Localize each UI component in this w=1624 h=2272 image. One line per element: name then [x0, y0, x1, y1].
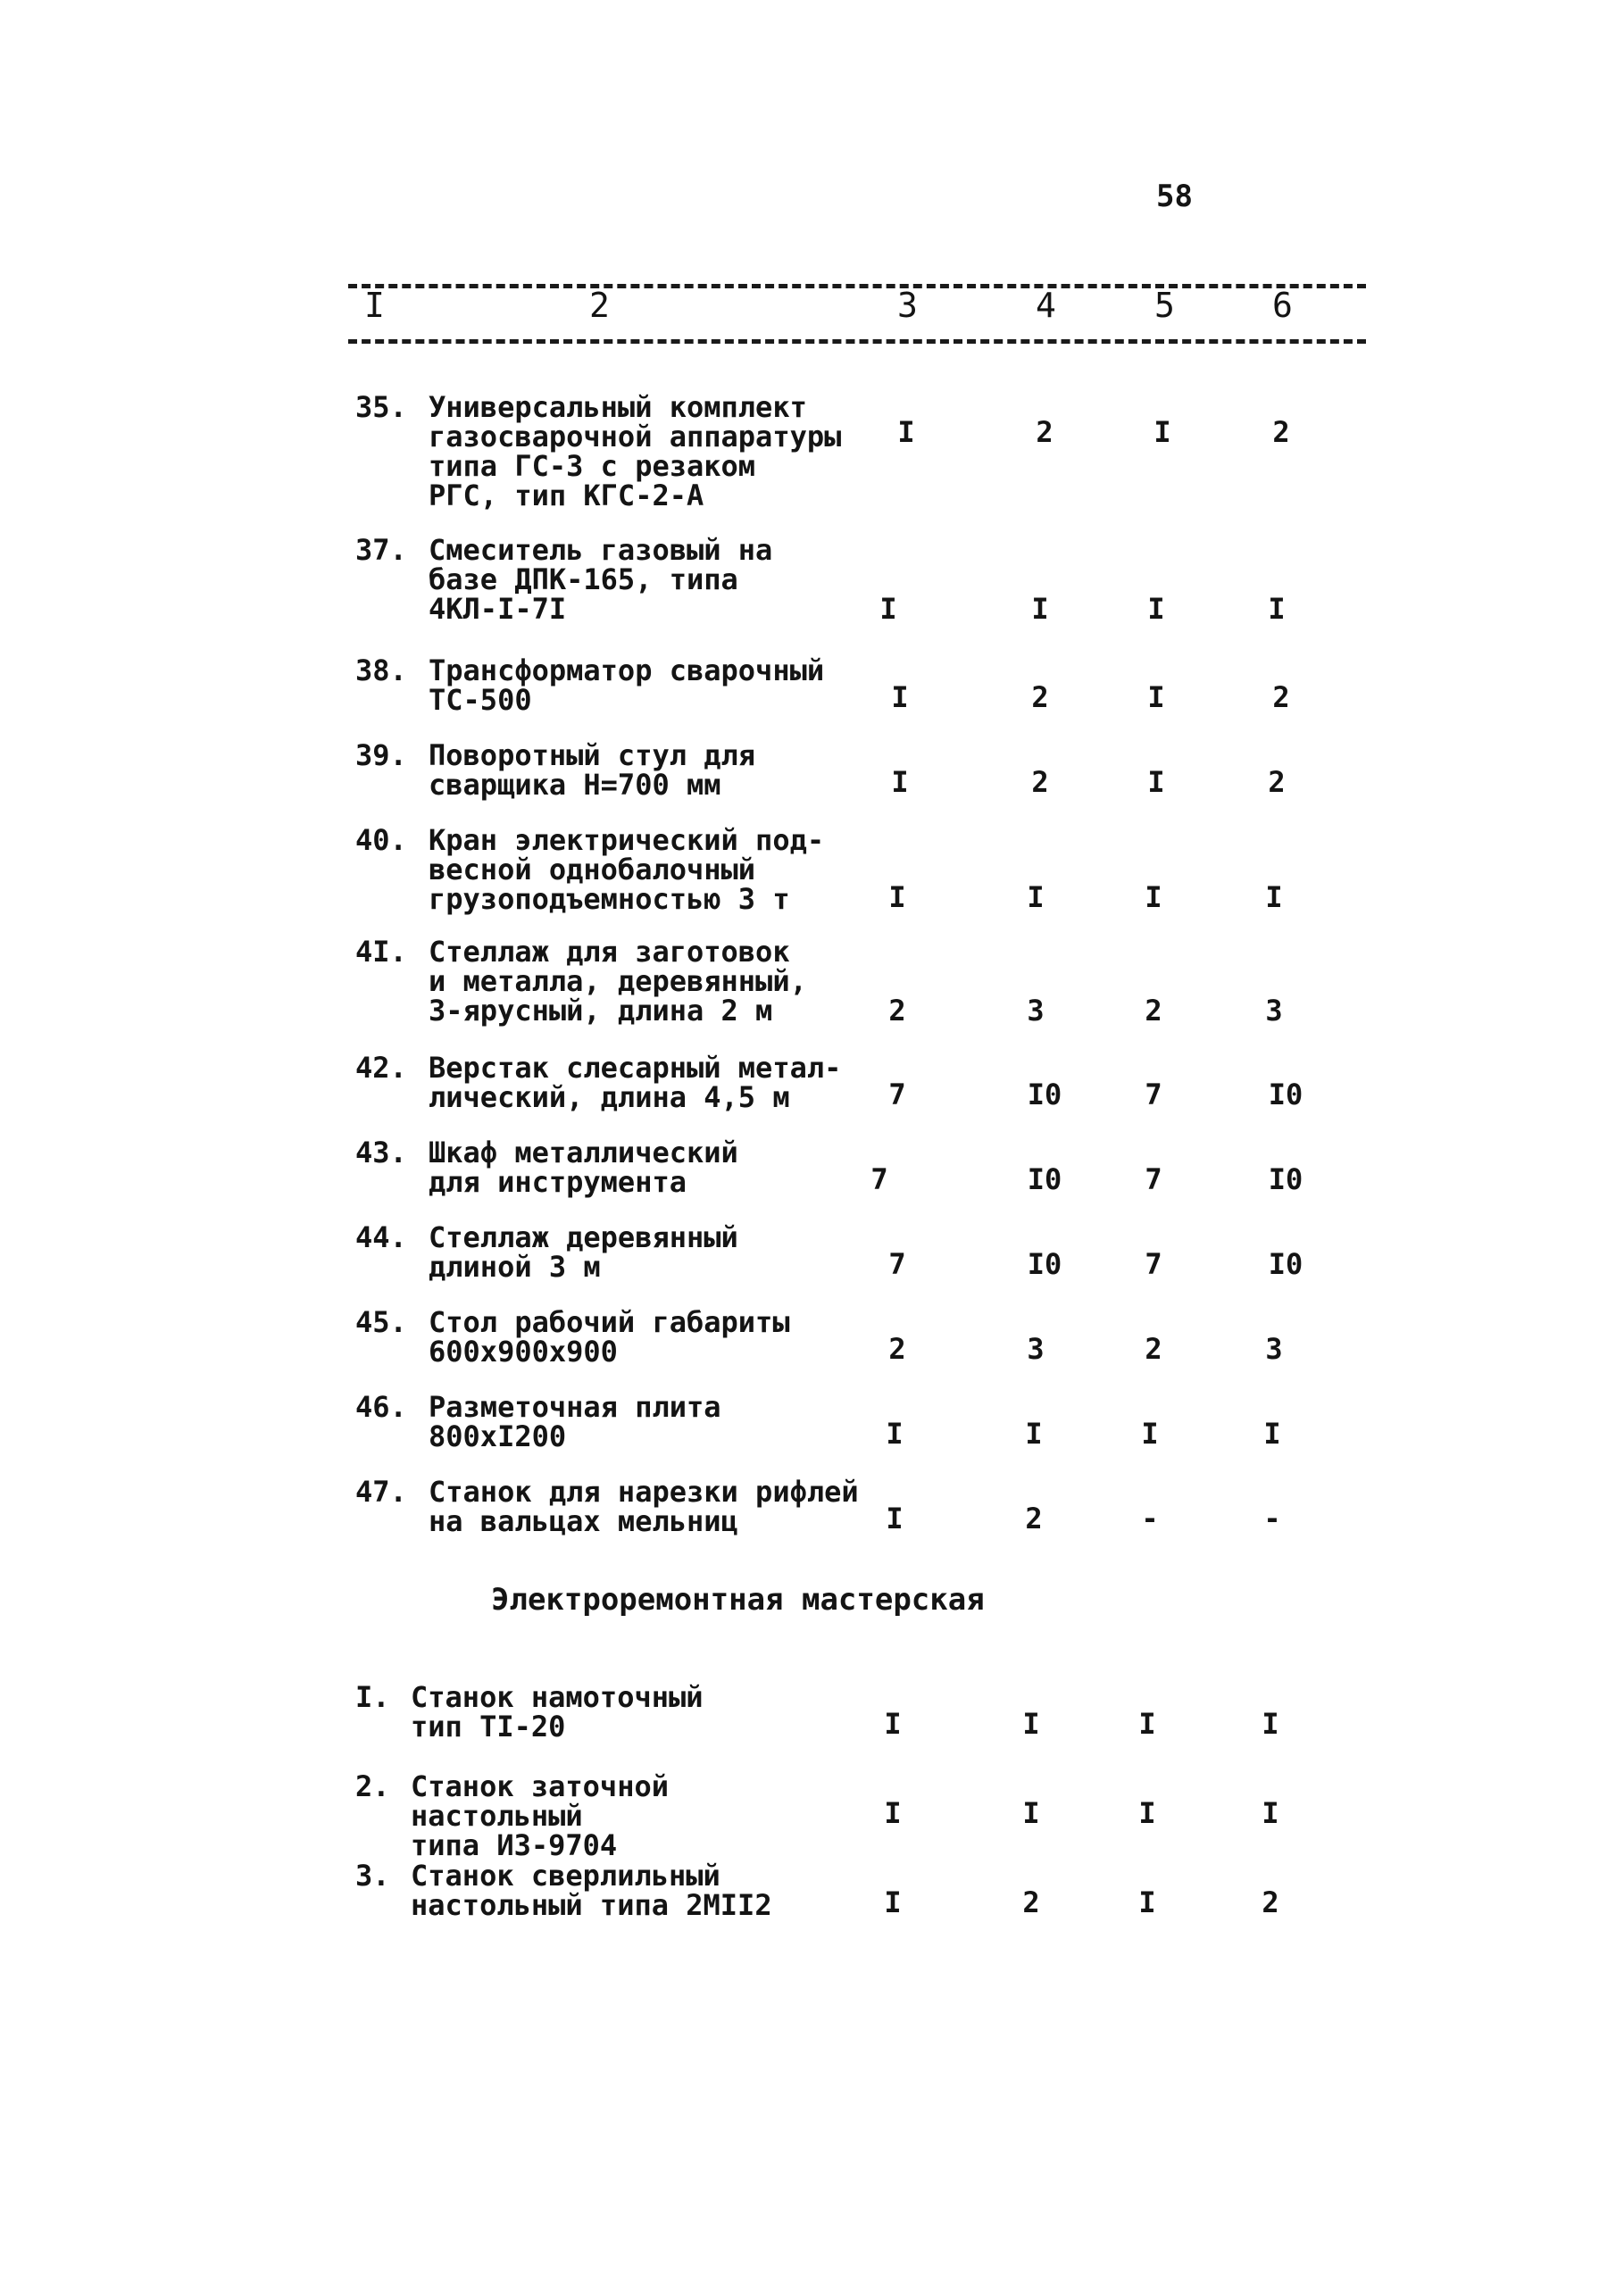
row-name: Поворотный стул для сварщика Н=700 мм	[429, 738, 756, 802]
row-col-3: I	[879, 592, 897, 626]
row-col-5: I	[1138, 1707, 1156, 1741]
row-col-4: 2	[1031, 680, 1049, 714]
row-col-4: 2	[1036, 415, 1054, 449]
row-col-6: I0	[1268, 1162, 1303, 1196]
page-number: 58	[1156, 179, 1193, 214]
table-header	[0, 286, 1624, 335]
row-col-4: I	[1022, 1707, 1040, 1741]
row-col-5: 7	[1145, 1162, 1162, 1196]
header-col-6: 6	[1272, 286, 1293, 325]
row-number: 39.	[355, 738, 407, 772]
header-col-2: 2	[589, 286, 610, 325]
row-col-5: I	[1153, 415, 1171, 449]
row-col-4: I	[1025, 1417, 1043, 1451]
row-col-3: I	[897, 415, 915, 449]
row-col-5: 7	[1145, 1247, 1162, 1281]
row-col-3: I	[886, 1502, 904, 1535]
row-col-6: I	[1262, 1707, 1279, 1741]
row-col-3: 2	[888, 1332, 906, 1366]
header-bottom-rule	[348, 339, 1366, 344]
row-col-5: I	[1147, 680, 1165, 714]
row-col-4: 3	[1027, 994, 1045, 1028]
row-col-4: 3	[1027, 1332, 1045, 1366]
row-col-4: I	[1027, 880, 1045, 914]
row-col-6: I0	[1268, 1078, 1303, 1111]
row-col-4: I0	[1027, 1078, 1062, 1111]
row-col-5: I	[1145, 880, 1162, 914]
row-name: Станок заточной настольный типа ИЗ-9704	[411, 1769, 669, 1862]
row-number: 35.	[355, 390, 407, 424]
row-col-5: 2	[1145, 994, 1162, 1028]
row-col-6: I	[1262, 1796, 1279, 1830]
row-number: I.	[355, 1680, 390, 1714]
header-col-4: 4	[1036, 286, 1056, 325]
row-col-4: 2	[1022, 1885, 1040, 1919]
row-col-5: 7	[1145, 1078, 1162, 1111]
row-col-3: 7	[888, 1247, 906, 1281]
row-name: Стол рабочий габариты 600х900х900	[429, 1305, 790, 1369]
row-col-6: I	[1268, 592, 1286, 626]
header-col-5: 5	[1154, 286, 1175, 325]
row-col-6: 3	[1265, 994, 1283, 1028]
row-col-4: I0	[1027, 1162, 1062, 1196]
row-col-3: 7	[888, 1078, 906, 1111]
row-col-6: I	[1263, 1417, 1281, 1451]
row-col-6: 2	[1272, 415, 1290, 449]
row-col-3: I	[884, 1885, 902, 1919]
row-name: Станок для нарезки рифлей на вальцах мельниц	[429, 1475, 859, 1538]
row-col-6: 2	[1272, 680, 1290, 714]
header-col-3: 3	[897, 286, 918, 325]
row-col-6: -	[1263, 1502, 1281, 1535]
row-number: 3.	[355, 1859, 390, 1893]
row-col-6: I	[1265, 880, 1283, 914]
row-col-5: 2	[1145, 1332, 1162, 1366]
row-col-6: I0	[1268, 1247, 1303, 1281]
row-col-5: I	[1138, 1796, 1156, 1830]
row-number: 43.	[355, 1136, 407, 1169]
row-number: 40.	[355, 823, 407, 857]
row-col-4: I	[1022, 1796, 1040, 1830]
row-name: Трансформатор сварочный ТС-500	[429, 653, 825, 717]
row-name: Станок намоточный тип ТI-20	[411, 1680, 704, 1744]
row-col-3: 7	[870, 1162, 888, 1196]
row-number: 44.	[355, 1220, 407, 1254]
row-col-4: 2	[1031, 765, 1049, 799]
row-col-6: 2	[1262, 1885, 1279, 1919]
row-col-3: I	[891, 680, 909, 714]
row-number: 42.	[355, 1051, 407, 1085]
row-name: Шкаф металлический для инструмента	[429, 1136, 738, 1199]
row-number: 38.	[355, 653, 407, 687]
row-col-5: I	[1138, 1885, 1156, 1919]
row-number: 4I.	[355, 935, 407, 969]
section-title: Электроремонтная мастерская	[491, 1582, 985, 1618]
row-name: Верстак слесарный метал- лический, длина 4,5 м	[429, 1051, 842, 1114]
row-col-3: I	[884, 1707, 902, 1741]
row-name: Стеллаж деревянный длиной 3 м	[429, 1220, 738, 1284]
row-col-3: I	[888, 880, 906, 914]
row-name: Смеситель газовый на базе ДПК-165, типа 4КЛ-I-7I	[429, 533, 773, 626]
row-col-6: 3	[1265, 1332, 1283, 1366]
row-col-5: I	[1147, 592, 1165, 626]
row-col-6: 2	[1268, 765, 1286, 799]
row-name: Станок сверлильный настольный типа 2МII2	[411, 1859, 772, 1922]
row-col-5: -	[1141, 1502, 1159, 1535]
row-name: Разметочная плита 800хI200	[429, 1390, 721, 1453]
row-number: 2.	[355, 1769, 390, 1803]
row-col-3: I	[891, 765, 909, 799]
row-number: 45.	[355, 1305, 407, 1339]
row-col-4: I0	[1027, 1247, 1062, 1281]
row-name: Кран электрический под- весной однобалочный грузоподъемностью 3 т	[429, 823, 825, 916]
row-col-3: I	[884, 1796, 902, 1830]
row-col-4: 2	[1025, 1502, 1043, 1535]
row-col-3: I	[886, 1417, 904, 1451]
row-number: 47.	[355, 1475, 407, 1509]
row-name: Универсальный комплект газосварочной аппаратуры типа ГС-3 с резаком РГС, тип КГС-2-А	[429, 390, 842, 512]
row-col-4: I	[1031, 592, 1049, 626]
row-number: 37.	[355, 533, 407, 567]
row-number: 46.	[355, 1390, 407, 1424]
header-col-1: I	[364, 286, 385, 325]
row-col-5: I	[1147, 765, 1165, 799]
row-col-3: 2	[888, 994, 906, 1028]
row-name: Стеллаж для заготовок и металла, деревянный, 3-ярусный, длина 2 м	[429, 935, 807, 1028]
row-col-5: I	[1141, 1417, 1159, 1451]
